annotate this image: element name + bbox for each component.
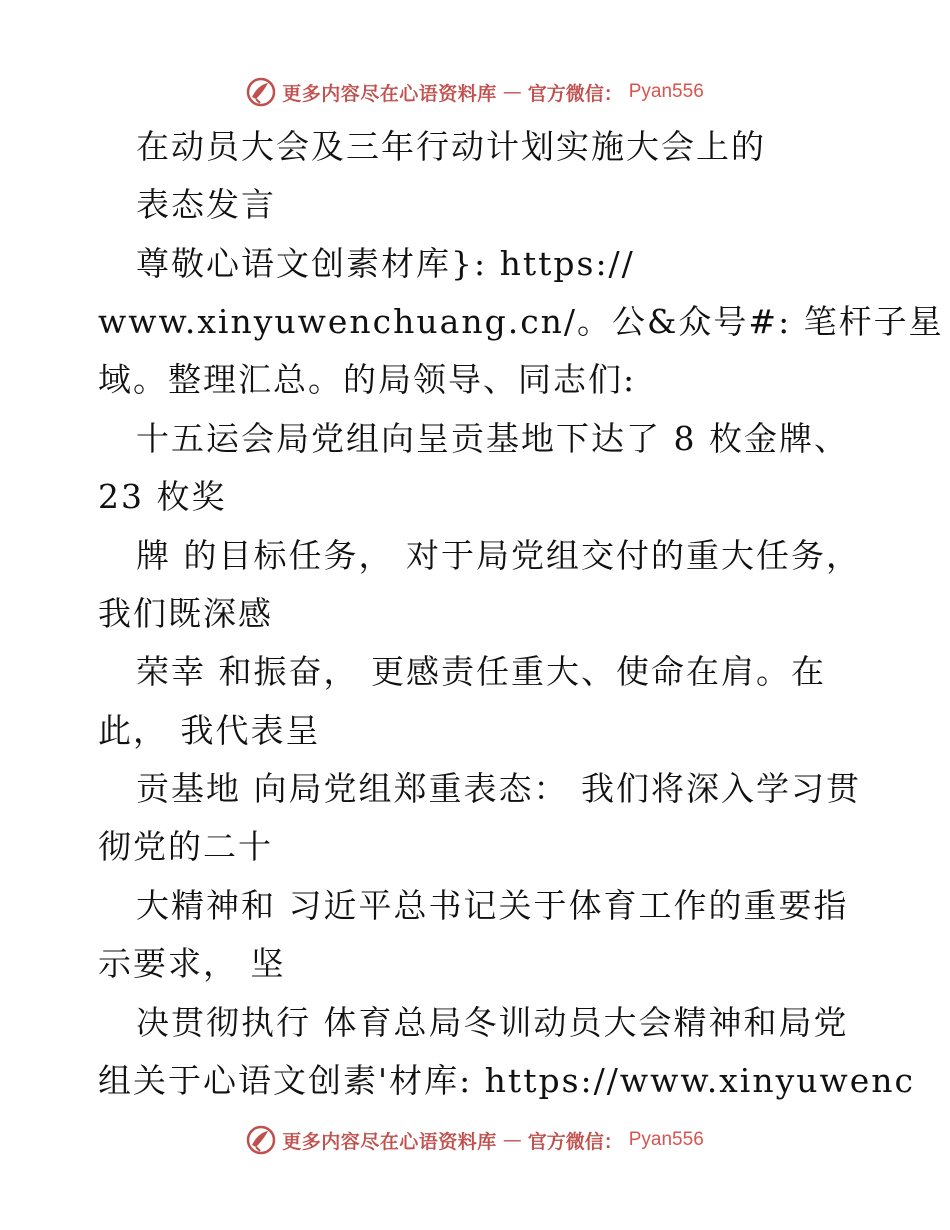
banner-wechat-id: Pyan556 bbox=[628, 1129, 704, 1150]
banner-dash: — bbox=[502, 81, 522, 103]
text-line-10: 荣幸 和振奋， 更感责任重大、使命在肩。在 bbox=[136, 652, 826, 691]
text-line-5: 域。整理汇总。的局领导、同志们: bbox=[98, 360, 637, 399]
text-line-9: 我们既深感 bbox=[98, 594, 273, 633]
text-line-1: 在动员大会及三年行动计划实施大会上的 bbox=[136, 127, 766, 166]
text-line-2: 表态发言 bbox=[136, 185, 276, 224]
text-line-16: 决贯彻执行 体育总局冬训动员大会精神和局党 bbox=[136, 1003, 849, 1042]
text-line-11: 此， 我代表呈 bbox=[98, 711, 321, 750]
banner-text: 更多内容尽在心语资料库 bbox=[282, 1130, 497, 1153]
footer-watermark-banner bbox=[0, 1120, 950, 1160]
text-line-13: 彻党的二十 bbox=[98, 827, 273, 866]
text-line-4: www.xinyuwenchuang.cn/。公&众号#: 笔杆子星 bbox=[98, 302, 944, 341]
banner-text: 更多内容尽在心语资料库 bbox=[282, 82, 497, 105]
text-line-14: 大精神和 习近平总书记关于体育工作的重要指 bbox=[136, 886, 849, 925]
text-line-15: 示要求， 坚 bbox=[98, 944, 286, 983]
text-line-6: 十五运会局党组向呈贡基地下达了 8 枚金牌、 bbox=[136, 419, 849, 458]
banner-dash: — bbox=[502, 1129, 522, 1151]
pen-logo-icon bbox=[246, 77, 276, 107]
header-watermark-banner bbox=[0, 72, 950, 112]
pen-logo-icon bbox=[246, 1125, 276, 1155]
text-line-12: 贡基地 向局党组郑重表态： 我们将深入学习贯 bbox=[136, 769, 861, 808]
banner-official-label: 官方微信： bbox=[527, 1130, 623, 1153]
text-line-17: 组关于心语文创素'材库: https://www.xinyuwenc bbox=[98, 1061, 916, 1100]
text-line-3: 尊敬心语文创素材库}: https:// bbox=[136, 244, 635, 283]
banner-wechat-id: Pyan556 bbox=[628, 81, 704, 102]
text-line-7: 23 枚奖 bbox=[98, 477, 227, 516]
text-line-8: 牌 的目标任务， 对于局党组交付的重大任务， bbox=[136, 536, 861, 575]
banner-official-label: 官方微信： bbox=[527, 82, 623, 105]
